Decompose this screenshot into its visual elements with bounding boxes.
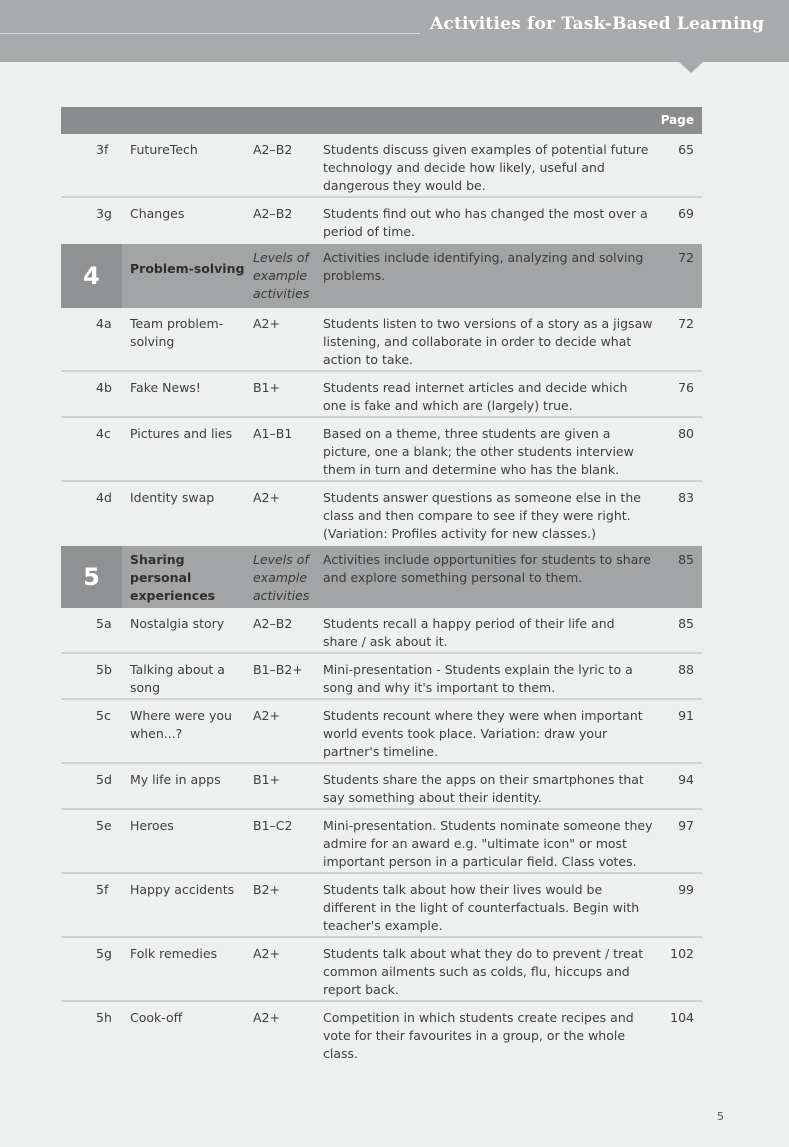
activity-title: Talking about a song	[130, 662, 225, 695]
table-row	[61, 418, 702, 482]
activity-code: 3f	[96, 142, 109, 157]
activity-title: Heroes	[130, 818, 174, 833]
activity-level: B1+	[253, 772, 281, 787]
activity-description: Students read internet articles and decide which one is fake and which are (largely) true.	[323, 380, 628, 413]
activity-page: 85	[678, 616, 694, 631]
activity-code: 5a	[96, 616, 112, 631]
activity-title: Happy accidents	[130, 882, 235, 897]
activity-level: B2+	[253, 882, 281, 897]
section-page: 85	[678, 552, 694, 567]
section-level: Levels of example activities	[253, 552, 310, 603]
activity-description: Competition in which students create recipes and vote for their favourites in a group, or the whole class.	[323, 1010, 634, 1061]
activity-page: 65	[678, 142, 694, 157]
activity-level: A2+	[253, 946, 280, 961]
table-row	[61, 198, 702, 244]
activity-page: 99	[678, 882, 694, 897]
section-number: 4	[83, 262, 100, 290]
activity-title: My life in apps	[130, 772, 221, 787]
activity-description: Students find out who has changed the most over a period of time.	[323, 206, 648, 239]
page-number: 5	[717, 1110, 724, 1123]
section-header-4	[61, 244, 702, 308]
page-column-heading: Page	[660, 113, 694, 127]
section-description: Activities include identifying, analyzing and solving problems.	[323, 250, 644, 283]
section-number: 5	[83, 563, 100, 591]
table-row	[61, 482, 702, 546]
activity-page: 94	[678, 772, 694, 787]
activity-description: Students recount where they were when important world events took place. Variation: draw your partner's timeline.	[323, 708, 643, 759]
activity-code: 4c	[96, 426, 111, 441]
activity-page: 104	[670, 1010, 694, 1025]
header-bar	[0, 0, 789, 62]
table-row	[61, 938, 702, 1002]
activity-page: 97	[678, 818, 694, 833]
activity-description: Based on a theme, three students are given a picture, one a blank; the other students interview them in turn and determine who has the blank.	[323, 426, 634, 477]
table-row	[61, 372, 702, 418]
activity-level: A2–B2	[253, 206, 293, 221]
activity-title: Folk remedies	[130, 946, 218, 961]
table-row	[61, 308, 702, 372]
activity-code: 4b	[96, 380, 112, 395]
activity-code: 3g	[96, 206, 112, 221]
activity-title: FutureTech	[130, 142, 198, 157]
table-row	[61, 654, 702, 700]
activity-code: 5h	[96, 1010, 112, 1025]
activity-level: B1–C2	[253, 818, 293, 833]
activity-page: 72	[678, 316, 694, 331]
activity-description: Students answer questions as someone else in the class and then compare to see if they were right. (Variation: Profiles activity for new classes.)	[323, 490, 641, 541]
activity-page: 69	[678, 206, 694, 221]
activity-description: Mini-presentation. Students nominate someone they admire for an award e.g. "ultimate icon" or most important person in a particular field. Class votes.	[323, 818, 653, 869]
activity-code: 5c	[96, 708, 111, 723]
table-row	[61, 874, 702, 938]
table-row	[61, 134, 702, 198]
activity-description: Students listen to two versions of a story as a jigsaw listening, and collaborate in order to decide what action to take.	[323, 316, 653, 367]
activity-title: Identity swap	[130, 490, 215, 505]
activity-level: A2+	[253, 708, 280, 723]
section-title: Problem-solving	[130, 261, 245, 276]
activity-code: 4a	[96, 316, 112, 331]
activity-description: Students discuss given examples of potential future technology and decide how likely, useful and dangerous they would be.	[323, 142, 649, 193]
activity-code: 5g	[96, 946, 112, 961]
table-row	[61, 608, 702, 654]
activity-code: 4d	[96, 490, 112, 505]
activity-description: Students recall a happy period of their life and share / ask about it.	[323, 616, 615, 649]
activity-level: A2–B2	[253, 616, 293, 631]
table-row	[61, 1002, 702, 1061]
activity-level: A1–B1	[253, 426, 293, 441]
activity-title: Nostalgia story	[130, 616, 225, 631]
activity-page: 83	[678, 490, 694, 505]
section-description: Activities include opportunities for students to share and explore something personal to them.	[323, 552, 651, 585]
activity-level: A2+	[253, 1010, 280, 1025]
activity-title: Team problem-solving	[130, 316, 224, 349]
section-page: 72	[678, 250, 694, 265]
activity-title: Pictures and lies	[130, 426, 233, 441]
section-header-5	[61, 546, 702, 608]
table-row	[61, 810, 702, 874]
header-rule	[0, 33, 420, 34]
activity-code: 5f	[96, 882, 109, 897]
activity-title: Fake News!	[130, 380, 201, 395]
table-header	[61, 107, 702, 134]
activity-title: Where were you when...?	[130, 708, 232, 741]
activity-description: Students share the apps on their smartphones that say something about their identity.	[323, 772, 644, 805]
activity-title: Changes	[130, 206, 185, 221]
activity-level: B1–B2+	[253, 662, 303, 677]
activity-page: 76	[678, 380, 694, 395]
activity-code: 5e	[96, 818, 112, 833]
header-title: Activities for Task-Based Learning	[430, 14, 765, 34]
activity-page: 80	[678, 426, 694, 441]
header-pointer	[679, 62, 703, 73]
table-row	[61, 764, 702, 810]
activity-page: 91	[678, 708, 694, 723]
activity-code: 5b	[96, 662, 112, 677]
activity-level: A2+	[253, 490, 280, 505]
table-row	[61, 700, 702, 764]
activity-code: 5d	[96, 772, 112, 787]
activity-page: 102	[670, 946, 694, 961]
section-level: Levels of example activities	[253, 250, 310, 301]
activity-level: A2–B2	[253, 142, 293, 157]
activities-table	[61, 107, 702, 1061]
activity-description: Mini-presentation - Students explain the lyric to a song and why it's important to them.	[323, 662, 633, 695]
section-title: Sharing personal experiences	[130, 552, 216, 603]
activity-level: B1+	[253, 380, 281, 395]
activity-description: Students talk about what they do to prevent / treat common ailments such as colds, flu, hiccups and report back.	[323, 946, 644, 997]
activity-page: 88	[678, 662, 694, 677]
activity-level: A2+	[253, 316, 280, 331]
activity-title: Cook-off	[130, 1010, 183, 1025]
activity-description: Students talk about how their lives would be different in the light of counterfactuals. Begin with teacher's example.	[323, 882, 640, 933]
